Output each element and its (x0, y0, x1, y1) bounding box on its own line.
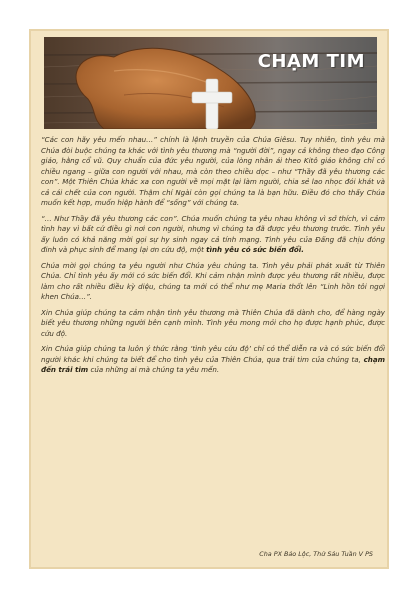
reflection-body (41, 135, 385, 381)
banner-title: CHẠM TIM (257, 51, 365, 72)
emphasis-text: chạm đến trái tim (41, 354, 385, 374)
paragraph (41, 308, 385, 340)
paragraph (41, 214, 385, 256)
paragraph (41, 135, 385, 209)
paragraph-text: Xin Chúa giúp chúng ta cảm nhận tình yêu thương mà Thiên Chúa đã dành cho, để hàng ngày biết yêu thương những người bên cạnh mình. Tình yêu mong mỏi cho họ được hạnh phúc, được cứu độ. (41, 307, 385, 338)
paragraph (41, 344, 385, 376)
signature: Cha PX Bảo Lộc, Thứ Sáu Tuần V PS (259, 550, 373, 558)
paragraph-text: “Các con hãy yêu mến nhau…” chính là lệnh truyền của Chúa Giêsu. Tuy nhiên, tình yêu mà Chúa đòi buộc chúng ta khác với tình yêu thương mà “người đời”, ngay cả không theo đạo Công giáo, hằng cổ vũ. Quy chuẩn của đức yêu người, của lòng nhân ái theo Kitô giáo không chỉ có chiều ngang – giữa con người với nhau, mà còn theo chiều dọc – như “Thầy đã yêu thương các con”. Một Thiên Chúa khác xa con người về mọi mặt lại làm người, chia sẻ lao nhọc đói khát và cả cái chết của con người. Thậm chí Ngài còn gọi chúng ta là bạn hữu. Điều đó cho thấy Chúa muốn kết hợp, muốn hiệp hành để “sống” với chúng ta. (41, 135, 385, 207)
paragraph-text: của những ai mà chúng ta yêu mến. (88, 365, 220, 374)
header-banner (44, 37, 377, 129)
paragraph (41, 261, 385, 303)
reflection-card (29, 29, 389, 569)
emphasis-text: tình yêu có sức biến đổi. (206, 245, 304, 254)
paragraph-text: Chúa mời gọi chúng ta yêu người như Chúa yêu chúng ta. Tình yêu phải phát xuất từ Thiên Chúa. Chỉ tình yêu ấy mới có sức biến đổi. Khi cảm nhận mình được yêu thương rất nhiều, được làm cho rất nhiều điều kỳ diệu, chúng ta mới có thể như mẹ Maria thốt lên “Linh hồn tôi ngợi khen Chúa…”. (41, 260, 385, 301)
paragraph-text: “… Như Thầy đã yêu thương các con”. Chúa muốn chúng ta yêu nhau không vì sở thích, vì cảm tình hay vì bất cứ điều gì nơi con người, nhưng vì chúng ta đã được yêu thương trước. Tình yêu ấy luôn có khả năng mời gọi sự hy sinh ngay cả tính mạng. Tình yêu của Đấng đã chịu đóng đinh và phục sinh để mang lại ơn cứu độ, một (41, 213, 385, 254)
paragraph-text: Xin Chúa giúp chúng ta luôn ý thức rằng ‘tình yêu cứu độ’ chỉ có thể diễn ra và có sức biến đổi người khác khi chúng ta biết để cho tình yêu của Thiên Chúa, qua trái tim của chúng ta, (41, 344, 385, 364)
